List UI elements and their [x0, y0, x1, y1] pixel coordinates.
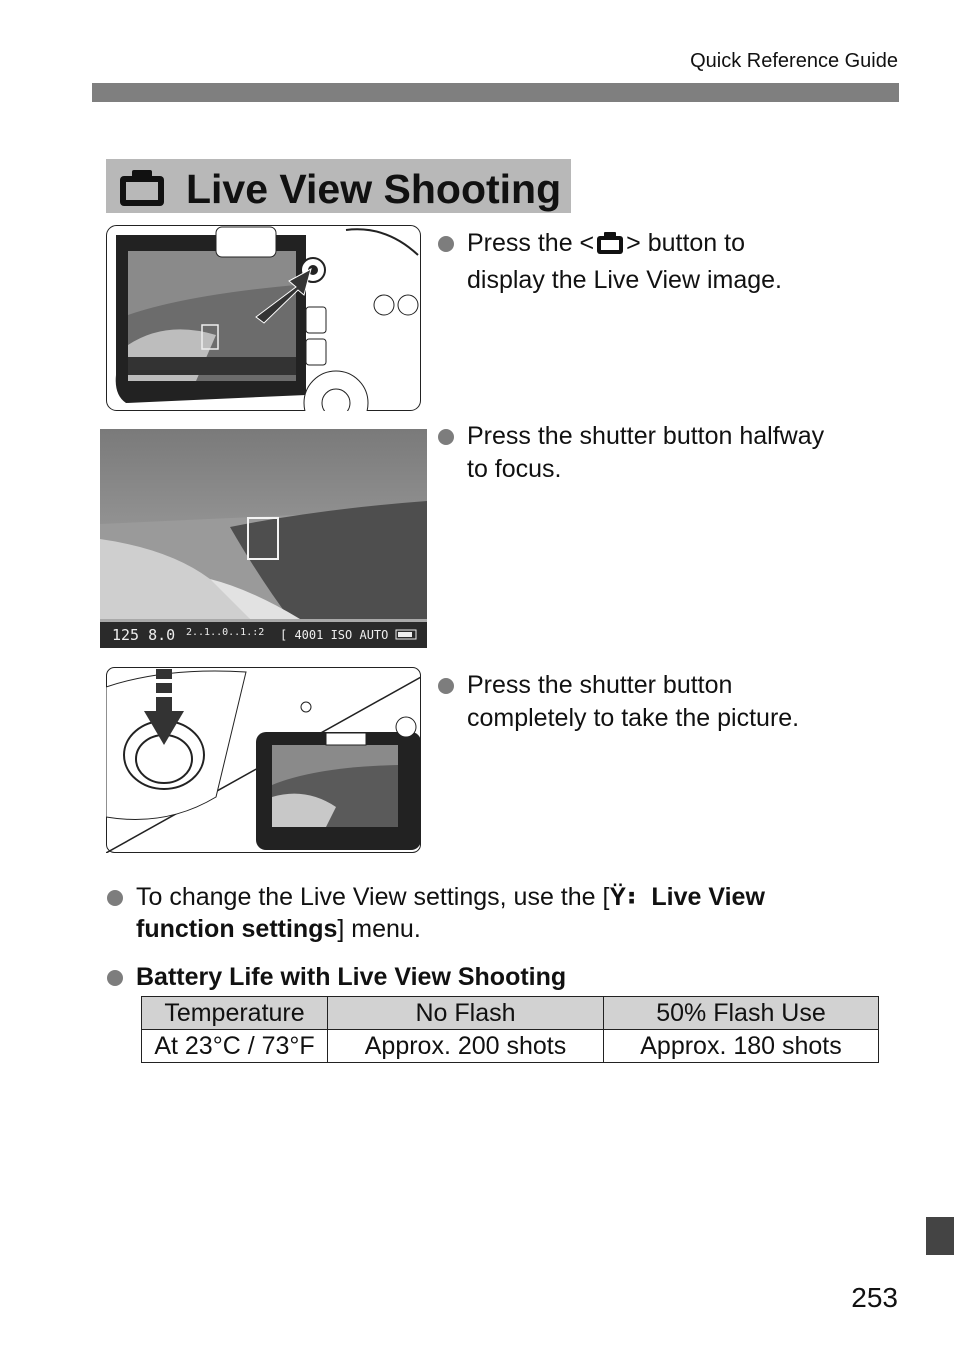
table-header-cell: Temperature [142, 997, 328, 1030]
live-view-screen-photo [100, 429, 427, 648]
lcd-readout-right: [ 4001 ISO AUTO [280, 628, 389, 642]
live-view-camera-icon [596, 231, 624, 264]
step-1-text: Press the < > button to display the Live View image. [467, 229, 782, 294]
table-cell: Approx. 180 shots [604, 1030, 879, 1063]
page-title: Live View Shooting [186, 166, 562, 212]
wrench-settings-icon: Ÿ⠆ [609, 883, 645, 911]
table-cell: Approx. 200 shots [328, 1030, 604, 1063]
camera-back-illustration [106, 225, 421, 411]
table-header-cell: 50% Flash Use [604, 997, 879, 1030]
settings-note: To change the Live View settings, use the [Ÿ⠆ Live View function settings] menu. [136, 883, 765, 943]
shutter-press-illustration [106, 667, 421, 853]
bullet [438, 236, 454, 252]
table-cell: At 23°C / 73°F [142, 1030, 328, 1063]
live-view-camera-icon [118, 168, 168, 213]
battery-heading: Battery Life with Live View Shooting [136, 963, 567, 991]
table-row [142, 1030, 879, 1063]
bullet [107, 970, 123, 986]
lcd-readout-left: 125 8.0 [112, 626, 176, 644]
step-3-text: Press the shutter button completely to take the picture. [467, 671, 800, 732]
header-bar [92, 83, 899, 102]
running-header: Quick Reference Guide [690, 50, 898, 72]
section-tab-marker [926, 1217, 954, 1255]
table-header-cell: No Flash [328, 997, 604, 1030]
battery-table [141, 996, 879, 1063]
page-number: 253 [851, 1282, 898, 1313]
table-header-row [142, 997, 879, 1030]
lcd-exposure-scale: 2..1..0..1.:2 [186, 627, 265, 638]
step-2-text: Press the shutter button halfway to focus. [467, 422, 825, 483]
bullet [107, 890, 123, 906]
bullet [438, 429, 454, 445]
bullet [438, 678, 454, 694]
